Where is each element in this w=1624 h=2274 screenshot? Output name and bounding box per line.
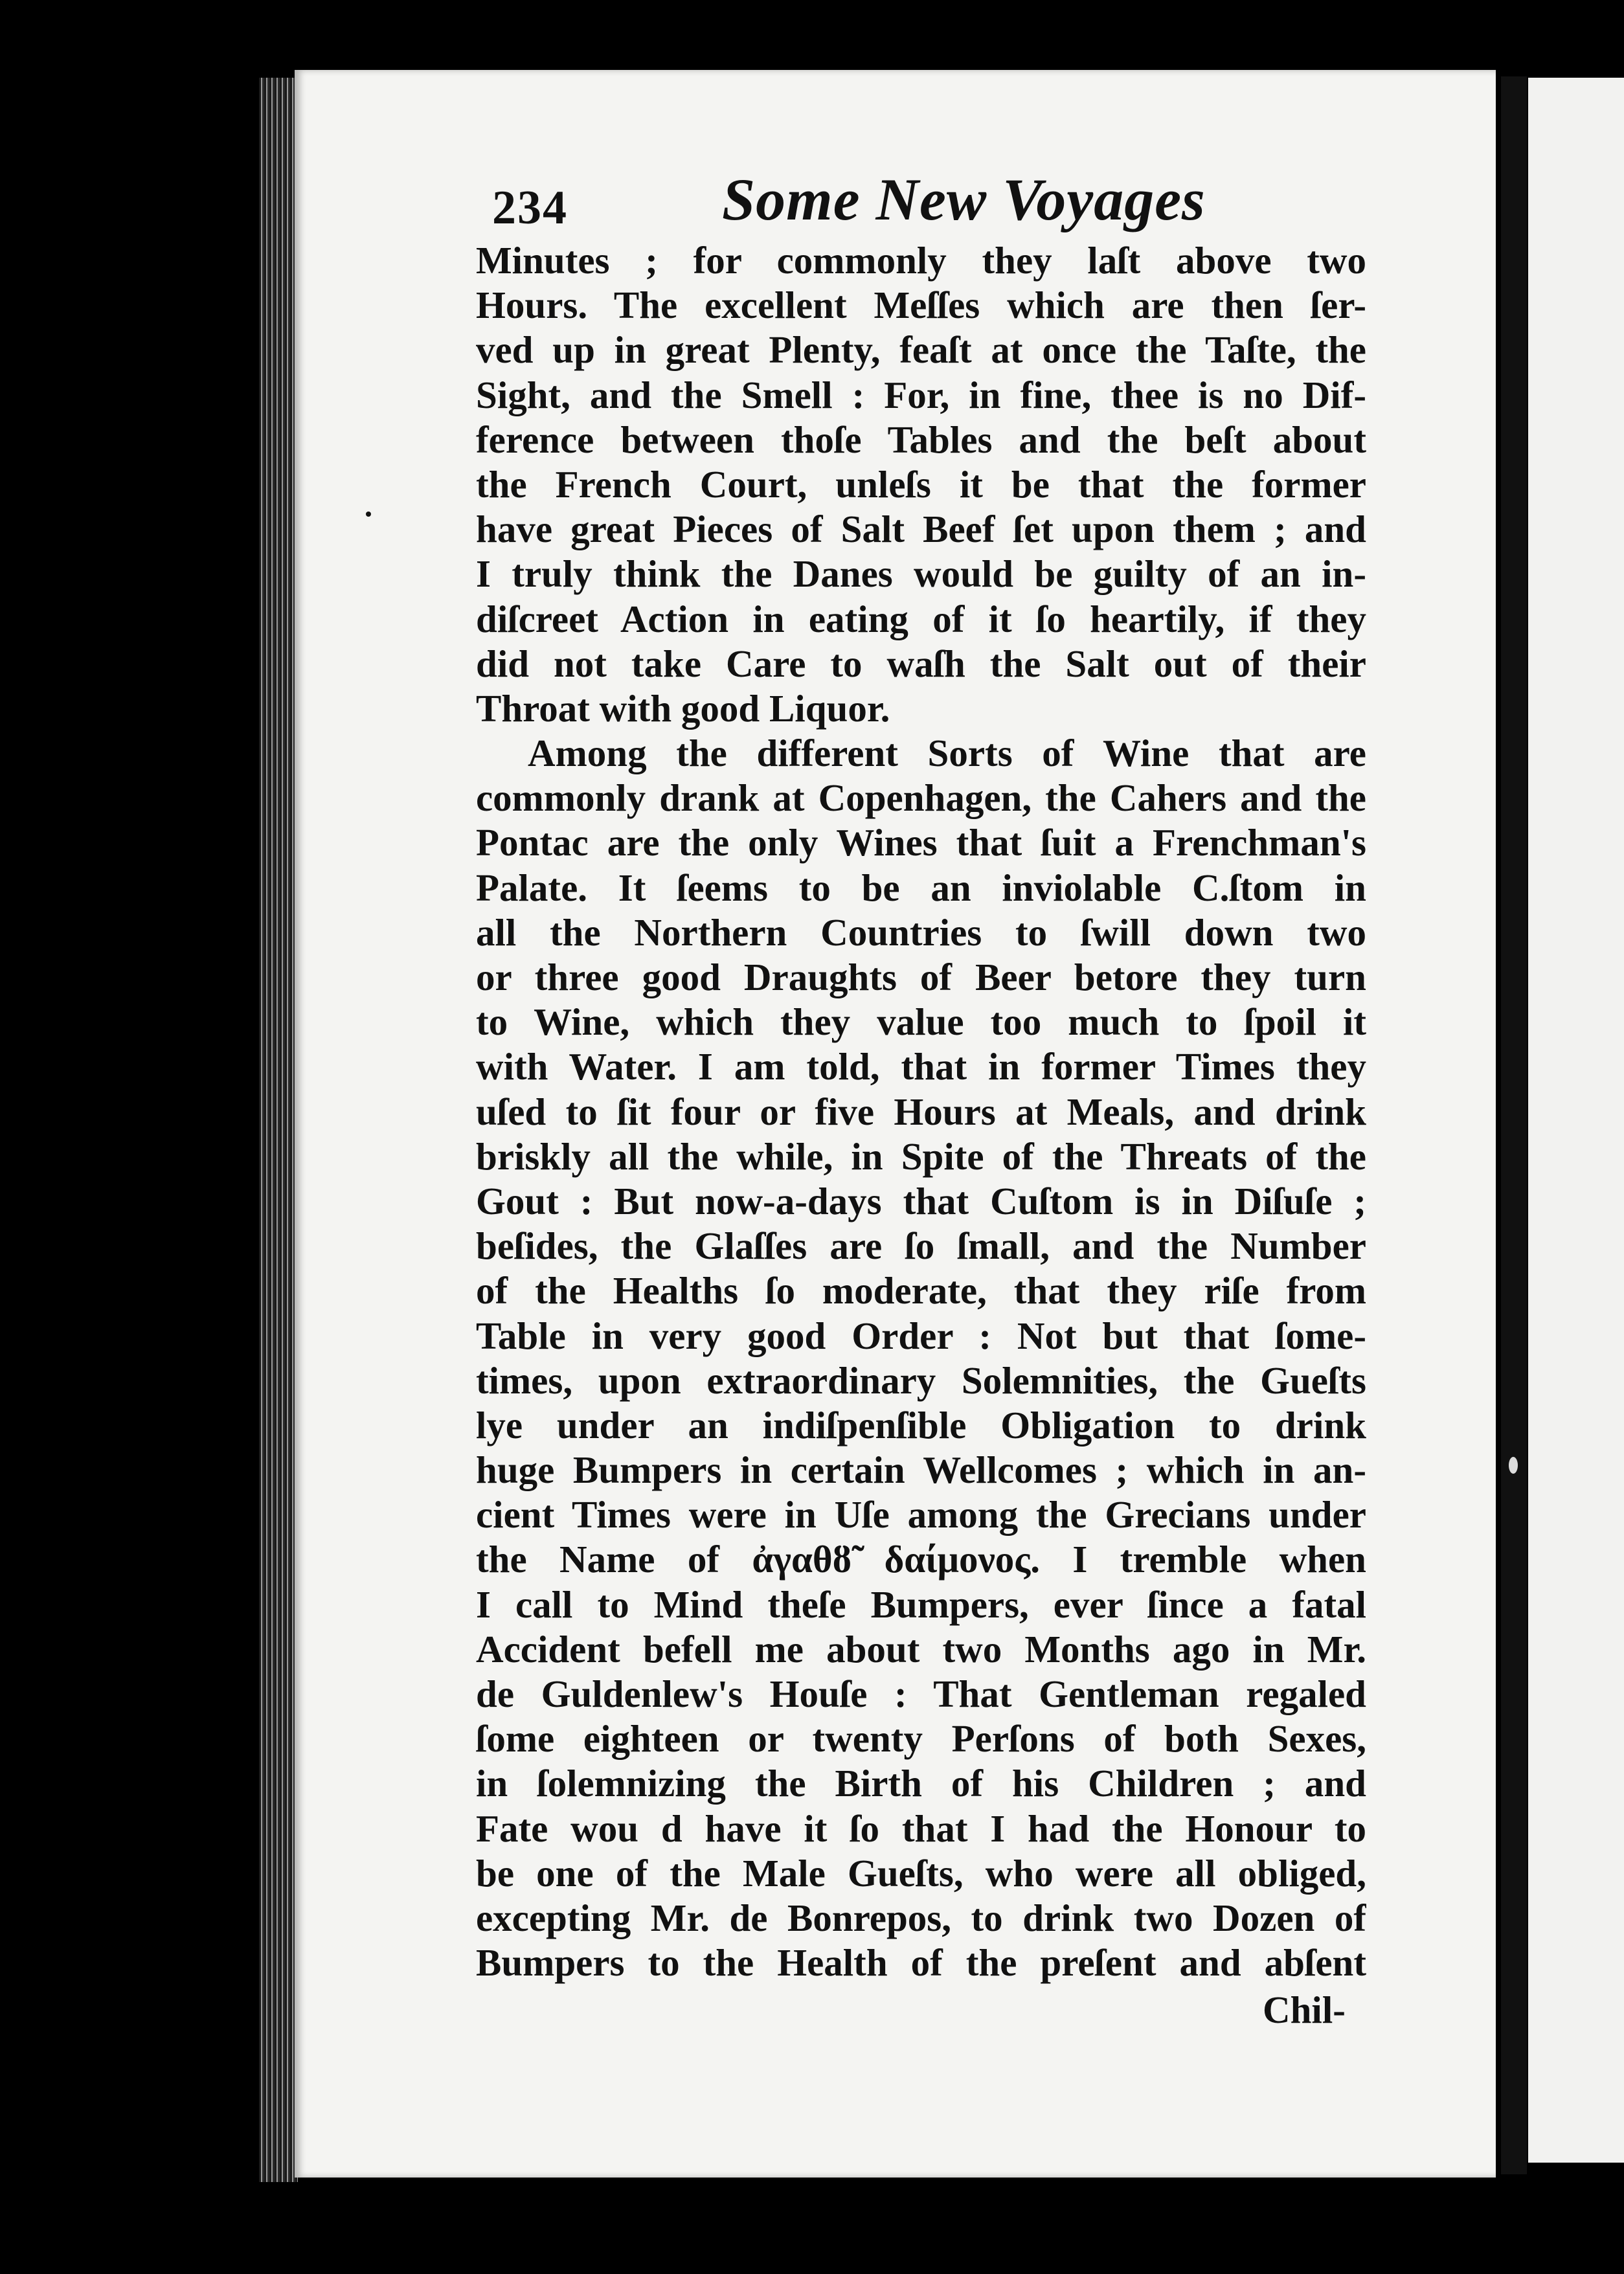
text-line: ſome eighteen or twenty Perſons of both Sexes, [476, 1717, 1366, 1761]
text-line: de Guldenlew's Houſe : That Gentleman regaled [476, 1672, 1366, 1715]
text-line: beſides, the Glaſſes are ſo ſmall, and the Number [476, 1224, 1366, 1268]
text-line: in ſolemnizing the Birth of his Children ; and [476, 1762, 1366, 1805]
text-line: the French Court, unleſs it be that the former [476, 462, 1366, 506]
text-line: Among the different Sorts of Wine that are [528, 732, 1366, 775]
text-line: Gout : But now-a-days that Cuſtom is in Diſuſe ; [476, 1179, 1366, 1222]
text-line: uſed to ſit four or five Hours at Meals, and drink [476, 1090, 1366, 1133]
text-line: commonly drank at Copenhagen, the Cahers and the [476, 776, 1366, 820]
text-line: did not take Care to waſh the Salt out of their [476, 642, 1366, 685]
book-gutter [259, 78, 298, 2182]
text-line: cient Times were in Uſe among the Grecians under [476, 1493, 1366, 1537]
text-line: Pontac are the only Wines that ſuit a Frenchman's [476, 821, 1366, 864]
text-line: with Water. I am told, that in former Times they [476, 1045, 1366, 1088]
text-line: I call to Mind theſe Bumpers, ever ſince a fatal [476, 1582, 1366, 1626]
text-line: huge Bumpers in certain Wellcomes ; which in an- [476, 1448, 1366, 1492]
text-line: I truly think the Danes would be guilty of an in- [476, 552, 1366, 596]
text-line: ference between thoſe Tables and the beſt about [476, 418, 1366, 461]
ink-speck [366, 512, 371, 517]
text-line: Hours. The excellent Meſſes which are then ſer- [476, 284, 1366, 327]
text-line: to Wine, which they value too much to ſpoil it [476, 1000, 1366, 1044]
text-line: Palate. It ſeems to be an inviolable C.ſtom in [476, 866, 1366, 909]
text-line: ved up in great Plenty, feaſt at once the Taſte, the [476, 328, 1366, 372]
page-number: 234 [492, 181, 568, 234]
text-line: have great Pieces of Salt Beef ſet upon them ; and [476, 508, 1366, 551]
text-line: Throat with good Liquor. [476, 686, 890, 730]
page-divider [1501, 76, 1527, 2174]
text-line: diſcreet Action in eating of it ſo heartily, if they [476, 597, 1366, 640]
page-mark [1509, 1457, 1518, 1474]
text-line: briskly all the while, in Spite of the Threats of the [476, 1134, 1366, 1178]
running-head: Some New Voyages [722, 166, 1206, 232]
text-line: lye under an indiſpenſible Obligation to drink [476, 1403, 1366, 1447]
text-line: or three good Draughts of Beer betore they turn [476, 956, 1366, 998]
facing-page-edge [1528, 78, 1624, 2163]
page-header [492, 165, 1353, 243]
text-line: times, upon extraordinary Solemnities, the Gueſts [476, 1358, 1366, 1402]
text-line: Accident befell me about two Months ago in Mr. [476, 1627, 1366, 1671]
text-line: Sight, and the Smell : For, in fine, thee is no Dif- [476, 373, 1366, 416]
text-line: Fate wou d have it ſo that I had the Honour to [476, 1807, 1366, 1850]
text-line: the Name of ἀγαθȣ̃ δαίμονος. I tremble when [476, 1538, 1366, 1581]
body-text [476, 238, 1366, 1985]
text-line: all the Northern Countries to ſwill down two [476, 910, 1366, 954]
catchword: Chil- [1263, 1988, 1346, 2031]
text-line: of the Healths ſo moderate, that they riſe from [476, 1269, 1366, 1312]
text-line: excepting Mr. de Bonrepos, to drink two Dozen of [476, 1896, 1366, 1939]
text-line: Bumpers to the Health of the preſent and abſent [476, 1941, 1366, 1985]
text-line: Table in very good Order : Not but that ſome- [476, 1314, 1366, 1357]
text-line: Minutes ; for commonly they laſt above two [476, 239, 1366, 282]
text-line: be one of the Male Gueſts, who were all obliged, [476, 1851, 1366, 1895]
